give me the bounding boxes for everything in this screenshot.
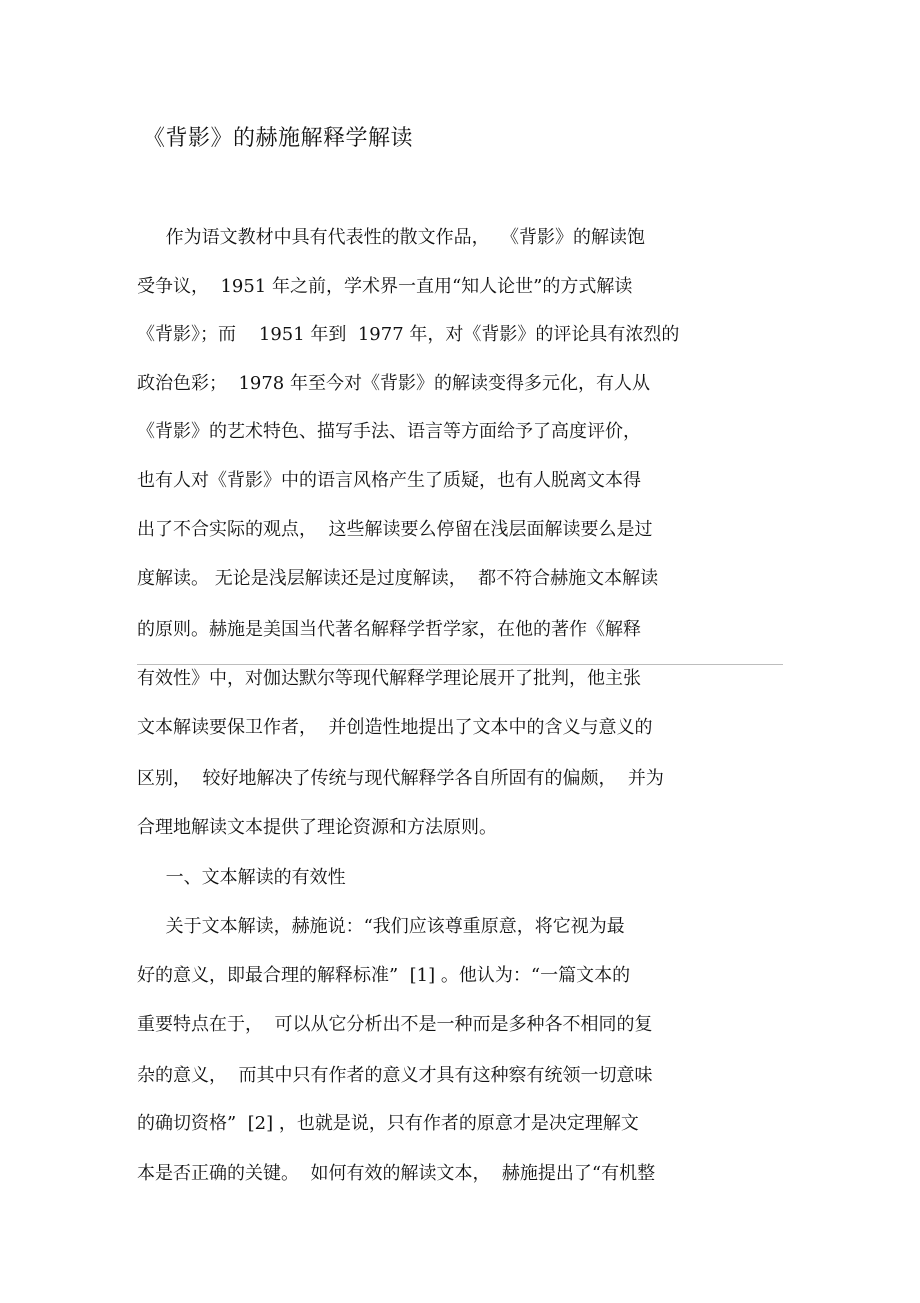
paragraph-line: 有效性》中，对伽达默尔等现代解释学理论展开了批判，他主张: [137, 668, 641, 689]
paragraph-line: 的确切资格” [2] ，也就是说，只有作者的原意才是决定理解文: [137, 1113, 639, 1134]
paragraph-line: 好的意义，即最合理的解释标准” [1] 。他认为：“一篇文本的: [137, 965, 631, 986]
paragraph-line: 重要特点在于， 可以从它分析出不是一种而是多种各不相同的复: [137, 1014, 653, 1035]
paragraph-line: 本是否正确的关键。 如何有效的解读文本， 赫施提出了“有机整: [137, 1163, 656, 1184]
page-divider: [137, 664, 783, 665]
paragraph-line: 《背影》的艺术特色、描写手法、语言等方面给予了高度评价，: [137, 421, 641, 442]
paragraph-line: 作为语文教材中具有代表性的散文作品， 《背影》的解读饱: [137, 227, 646, 248]
paragraph-line: 区别， 较好地解决了传统与现代解释学各自所固有的偏颇， 并为: [137, 768, 664, 789]
paragraph-line: 也有人对《背影》中的语言风格产生了质疑，也有人脱离文本得: [137, 470, 641, 491]
section-heading: 一、文本解读的有效性: [137, 867, 346, 888]
document-title: 《背影》的赫施解释学解读: [143, 126, 414, 151]
paragraph-line: 杂的意义， 而其中只有作者的意义才具有这种察有统领一切意味: [137, 1065, 653, 1086]
paragraph-line: 文本解读要保卫作者， 并创造性地提出了文本中的含义与意义的: [137, 717, 653, 738]
paragraph-line: 的原则。赫施是美国当代著名解释学哲学家，在他的著作《解释: [137, 619, 641, 640]
paragraph-line: 度解读。 无论是浅层解读还是过度解读， 都不符合赫施文本解读: [137, 568, 659, 589]
paragraph-line: 关于文本解读，赫施说：“我们应该尊重原意，将它视为最: [137, 916, 625, 937]
paragraph-line: 《背影》；而 1951 年到 1977 年，对《背影》的评论具有浓烈的: [137, 324, 680, 345]
paragraph-line: 合理地解读文本提供了理论资源和方法原则。: [137, 817, 497, 838]
paragraph-line: 政治色彩； 1978 年至今对《背影》的解读变得多元化，有人从: [137, 373, 650, 394]
paragraph-line: 受争议， 1951 年之前，学术界一直用“知人论世”的方式解读: [137, 276, 633, 297]
paragraph-line: 出了不合实际的观点， 这些解读要么停留在浅层面解读要么是过: [137, 519, 653, 540]
